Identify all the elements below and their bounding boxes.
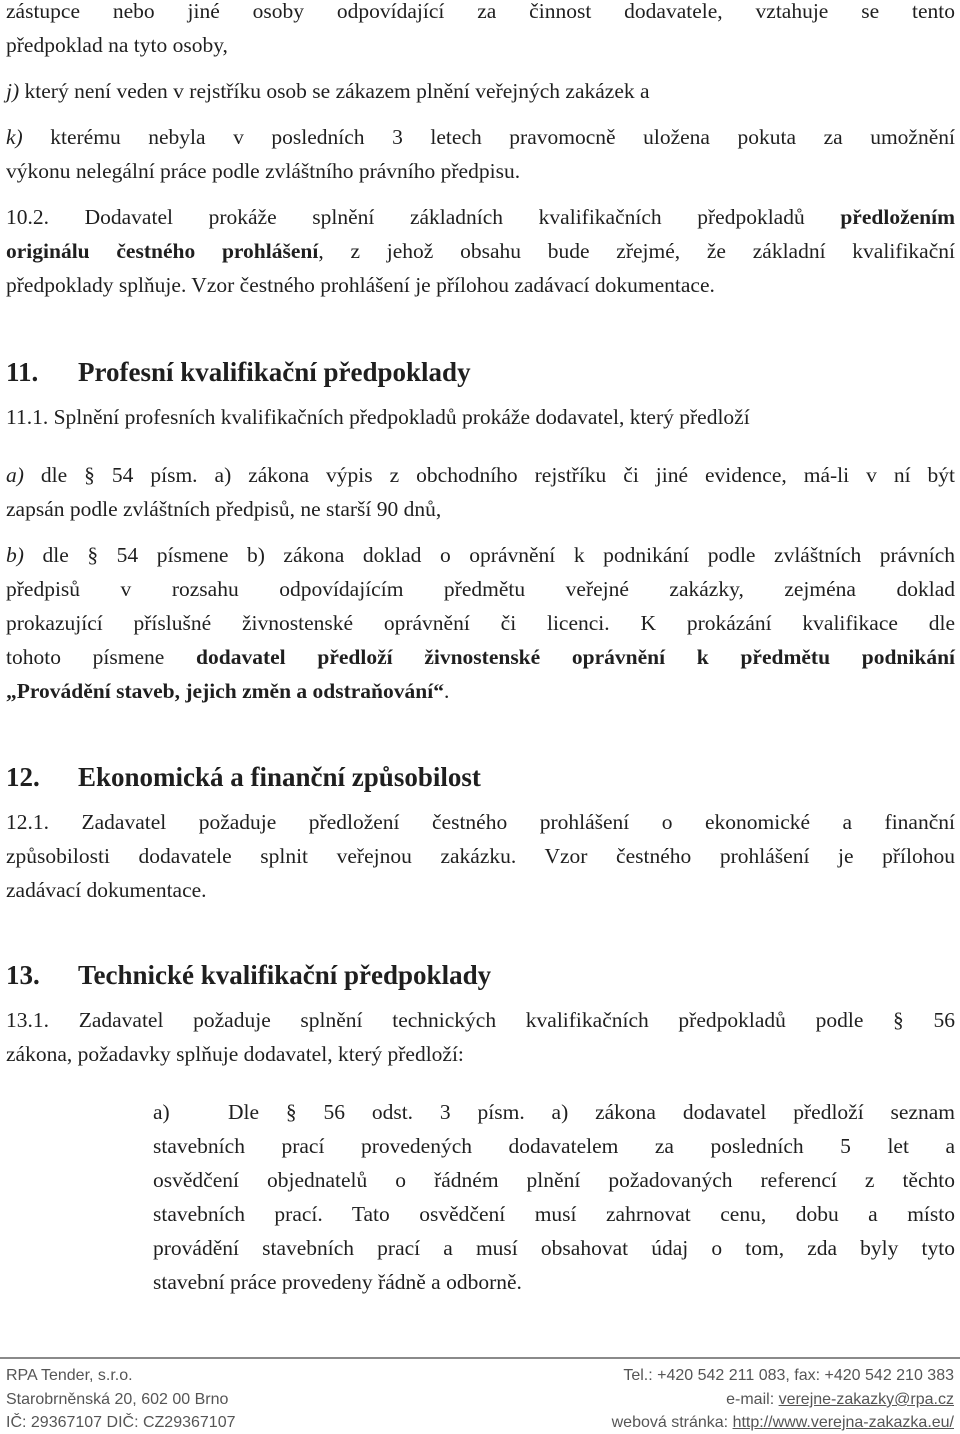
paragraph-line: originálu čestného prohlášení, z jehož obsahu bude zřejmé, že základní kvalifikační (6, 239, 955, 263)
footer-ids: IČ: 29367107 DIČ: CZ29367107 (6, 1414, 236, 1431)
section-title: Ekonomická a finanční způsobilost (78, 762, 481, 792)
paragraph-line: předpisů v rozsahu odpovídajícím předmětu veřejné zakázky, zejména doklad (6, 577, 955, 601)
list-item-j (6, 76, 650, 106)
list-marker: b) (6, 543, 24, 567)
bold-text: originálu čestného prohlášení (6, 239, 319, 263)
paragraph-line: provádění stavebních prací a musí obsahovat údaj o tom, zda byly tyto (153, 1236, 955, 1260)
footer-divider (0, 1357, 960, 1359)
paragraph-line: zadávací dokumentace. (6, 878, 207, 902)
paragraph-10-2: 10.2. Dodavatel prokáže splnění základních kvalifikačních předpokladů předložením (6, 205, 955, 229)
paragraph-line: předpoklady splňuje. Vzor čestného prohlášení je přílohou zadávací dokumentace. (6, 273, 715, 297)
paragraph-line: stavebních prací. Tato osvědčení musí zahrnovat cenu, dobu a místo (153, 1202, 955, 1226)
paragraph-line: způsobilosti dodavatele splnit veřejnou zakázku. Vzor čestného prohlášení je přílohou (6, 844, 955, 868)
paragraph-line: zapsán podle zvláštních předpisů, ne starší 90 dnů, (6, 497, 442, 521)
paragraph-12-1: 12.1. Zadavatel požaduje předložení čestného prohlášení o ekonomické a finanční (6, 810, 955, 834)
list-item-k (6, 122, 955, 152)
footer-company: RPA Tender, s.r.o. (6, 1367, 133, 1384)
section-title: Technické kvalifikační předpoklady (78, 960, 492, 990)
email-link[interactable]: verejne-zakazky@rpa.cz (778, 1391, 954, 1408)
footer-phone: Tel.: +420 542 211 083, fax: +420 542 210 383 (623, 1367, 954, 1384)
paragraph-line: tohoto písmene dodavatel předloží živnostenské oprávnění k předmětu podnikání (6, 645, 955, 669)
bold-text: předložením (840, 205, 955, 229)
list-item-text: který není veden v rejstříku osob se zákazem plnění veřejných zakázek a (19, 79, 650, 103)
paragraph-line: stavebních prací provedených dodavatelem za posledních 5 let a (153, 1134, 955, 1158)
section-number: 11. (6, 357, 39, 387)
list-item-a-13: Dle § 56 odst. 3 písm. a) zákona dodavatel předloží seznam (228, 1100, 955, 1124)
section-title: Profesní kvalifikační předpoklady (78, 357, 471, 387)
section-heading-12 (6, 760, 481, 794)
list-marker: a) (6, 463, 24, 487)
paragraph-13-1: 13.1. Zadavatel požaduje splnění technických kvalifikačních předpokladů podle § 56 (6, 1008, 955, 1032)
footer-address: Starobrněnská 20, 602 00 Brno (6, 1391, 229, 1408)
list-marker: a) (153, 1100, 170, 1124)
paragraph-line: předpoklad na tyto osoby, (6, 33, 228, 57)
footer-email: e-mail: verejne-zakazky@rpa.cz (726, 1391, 954, 1408)
paragraph-line: osvědčení objednatelů o řádném plnění požadovaných referencí z těchto (153, 1168, 955, 1192)
paragraph-line: prokazující příslušné živnostenské oprávnění či licenci. K prokázání kvalifikace dle (6, 611, 955, 635)
list-marker: j) (6, 79, 20, 103)
list-item-b: b) dle § 54 písmene b) zákona doklad o oprávnění k podnikání podle zvláštních právních (6, 543, 955, 567)
paragraph-line: „Provádění staveb, jejich změn a odstraňování“. (6, 679, 450, 703)
list-item-text: kterému nebyla v posledních 3 letech pravomocně uložena pokuta za umožnění (22, 125, 955, 149)
list-marker: k) (6, 125, 23, 149)
section-heading-11 (6, 355, 471, 389)
website-link[interactable]: http://www.verejna-zakazka.eu/ (732, 1414, 954, 1431)
footer-web: webová stránka: http://www.verejna-zakazka.eu/ (611, 1414, 954, 1431)
list-item-a: a) dle § 54 písm. a) zákona výpis z obchodního rejstříku či jiné evidence, má-li v ní být (6, 463, 955, 487)
bold-text: dodavatel předloží živnostenské oprávnění k předmětu podnikání (196, 645, 955, 669)
paragraph-line: zástupce nebo jiné osoby odpovídající za činnost dodavatele, vztahuje se tento (6, 0, 955, 23)
paragraph-line: stavební práce provedeny řádně a odborně. (153, 1270, 522, 1294)
section-heading-13 (6, 958, 491, 992)
paragraph-11-1: 11.1. Splnění profesních kvalifikačních předpokladů prokáže dodavatel, který předloží (6, 405, 750, 429)
bold-text: „Provádění staveb, jejich změn a odstraňování“ (6, 679, 444, 703)
section-number: 12. (6, 762, 40, 792)
paragraph-line: výkonu nelegální práce podle zvláštního právního předpisu. (6, 159, 521, 183)
paragraph-line: zákona, požadavky splňuje dodavatel, který předloží: (6, 1042, 464, 1066)
section-number: 13. (6, 960, 40, 990)
